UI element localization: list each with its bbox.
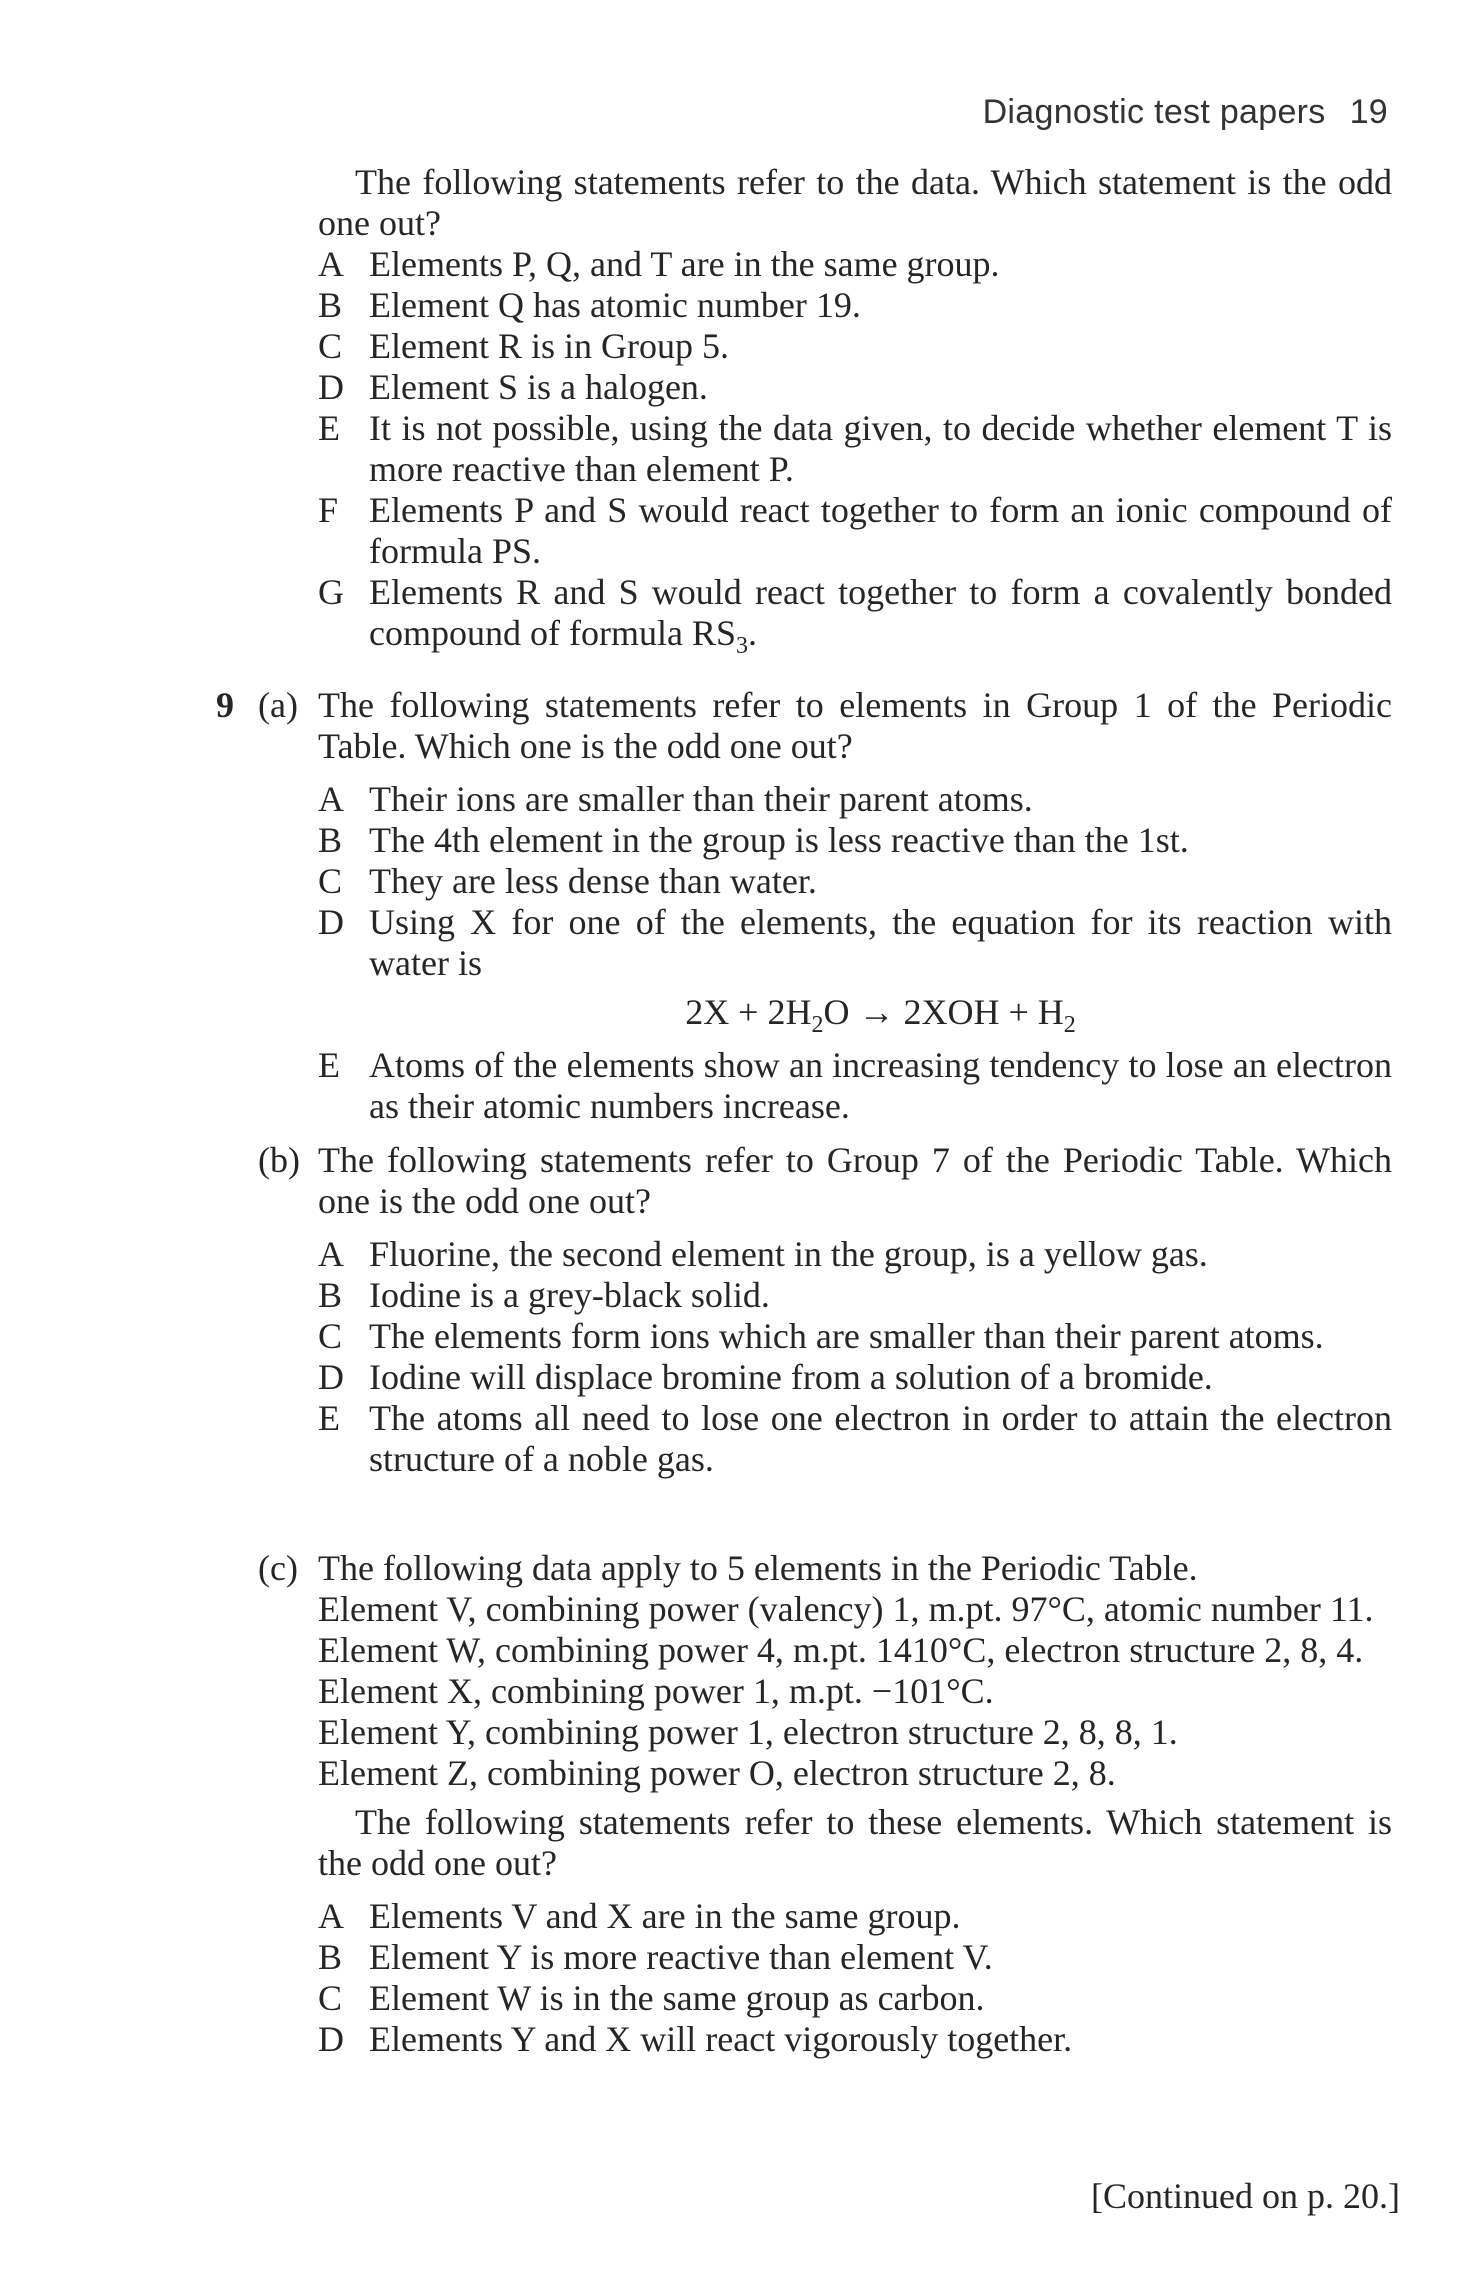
q8-option-f: F Elements P and S would react together to form an ionic compound of formula PS.: [318, 490, 1392, 571]
q9c-option-a: A Elements V and X are in the same group.: [318, 1896, 961, 1936]
q9c-element-data: [318, 1589, 1392, 1794]
header-title: Diagnostic test papers: [982, 93, 1326, 131]
q9a-option-b: B The 4th element in the group is less reactive than the 1st.: [318, 820, 1189, 860]
q8-option-b: B Element Q has atomic number 19.: [318, 285, 861, 325]
q9a-option-d: D Using X for one of the elements, the equation for its reaction with water is $2X + 2H_2O \to 2XOH + H_2$: [318, 902, 1392, 1039]
part-c-label: (c): [258, 1548, 298, 1588]
q9c-options: [318, 1896, 1392, 2060]
q9b-option-b: B Iodine is a grey-black solid.: [318, 1275, 770, 1315]
q9a-option-a: A Their ions are smaller than their parent atoms.: [318, 779, 1033, 819]
q9c-option-c: C Element W is in the same group as carbon.: [318, 1978, 985, 2018]
q9a-option-c: C They are less dense than water.: [318, 861, 817, 901]
question-8-continuation: [318, 162, 1392, 660]
element-v-data: Element V, combining power (valency) 1, m.pt. 97°C, atomic number 11.: [318, 1589, 1374, 1629]
q9c-option-b: B Element Y is more reactive than element V.: [318, 1937, 993, 1977]
question-9a: [318, 685, 1392, 1127]
q9b-intro: The following statements refer to Group 7 of the Periodic Table. Which one is the odd one out?: [318, 1140, 1392, 1221]
q9b-option-a: A Fluorine, the second element in the group, is a yellow gas.: [318, 1234, 1208, 1274]
element-x-data: Element X, combining power 1, m.pt. −101°C.: [318, 1671, 994, 1711]
q9a-options: [318, 779, 1392, 1127]
q8-option-g: G Elements R and S would react together to form a covalently bonded compound of formula $RS_3$.: [318, 572, 1392, 660]
q8-option-c: C Element R is in Group 5.: [318, 326, 729, 366]
q9a-option-e: E Atoms of the elements show an increasing tendency to lose an electron as their atomic numbers increase.: [318, 1045, 1392, 1126]
element-y-data: Element Y, combining power 1, electron structure 2, 8, 8, 1.: [318, 1712, 1178, 1752]
element-z-data: Element Z, combining power O, electron structure 2, 8.: [318, 1753, 1116, 1793]
q8-options: [318, 244, 1392, 660]
question-9b: [318, 1140, 1392, 1480]
q9b-option-e: E The atoms all need to lose one electron in order to attain the electron structure of a noble gas.: [318, 1398, 1392, 1479]
question-number-9: 9: [216, 685, 234, 725]
part-b-label: (b): [258, 1140, 300, 1180]
question-9c: [318, 1548, 1392, 2060]
q9b-options: [318, 1234, 1392, 1480]
q9b-option-d: D Iodine will displace bromine from a solution of a bromide.: [318, 1357, 1213, 1397]
running-header: [983, 92, 1388, 133]
q8-option-a: A Elements P, Q, and T are in the same group.: [318, 244, 1000, 284]
q9a-intro: The following statements refer to elements in Group 1 of the Periodic Table. Which one is the odd one out?: [318, 685, 1392, 766]
element-w-data: Element W, combining power 4, m.pt. 1410°C, electron structure 2, 8, 4.: [318, 1630, 1364, 1670]
reaction-equation: $2X + 2H_2O \to 2XOH + H_2$: [685, 992, 1076, 1039]
continued-note: [Continued on p. 20.]: [1091, 2176, 1400, 2216]
q9c-intro: The following data apply to 5 elements in the Periodic Table.: [318, 1548, 1198, 1588]
q8-intro: The following statements refer to the data. Which statement is the odd one out?: [318, 162, 1392, 243]
q8-option-d: D Element S is a halogen.: [318, 367, 708, 407]
q8-option-e: E It is not possible, using the data given, to decide whether element T is more reactive than element P.: [318, 408, 1392, 489]
part-a-label: (a): [258, 685, 298, 725]
q9c-option-d: D Elements Y and X will react vigorously together.: [318, 2019, 1073, 2059]
q9c-question: The following statements refer to these elements. Which statement is the odd one out?: [318, 1802, 1392, 1883]
page-number: 19: [1349, 93, 1388, 131]
q9b-option-c: C The elements form ions which are smaller than their parent atoms.: [318, 1316, 1324, 1356]
